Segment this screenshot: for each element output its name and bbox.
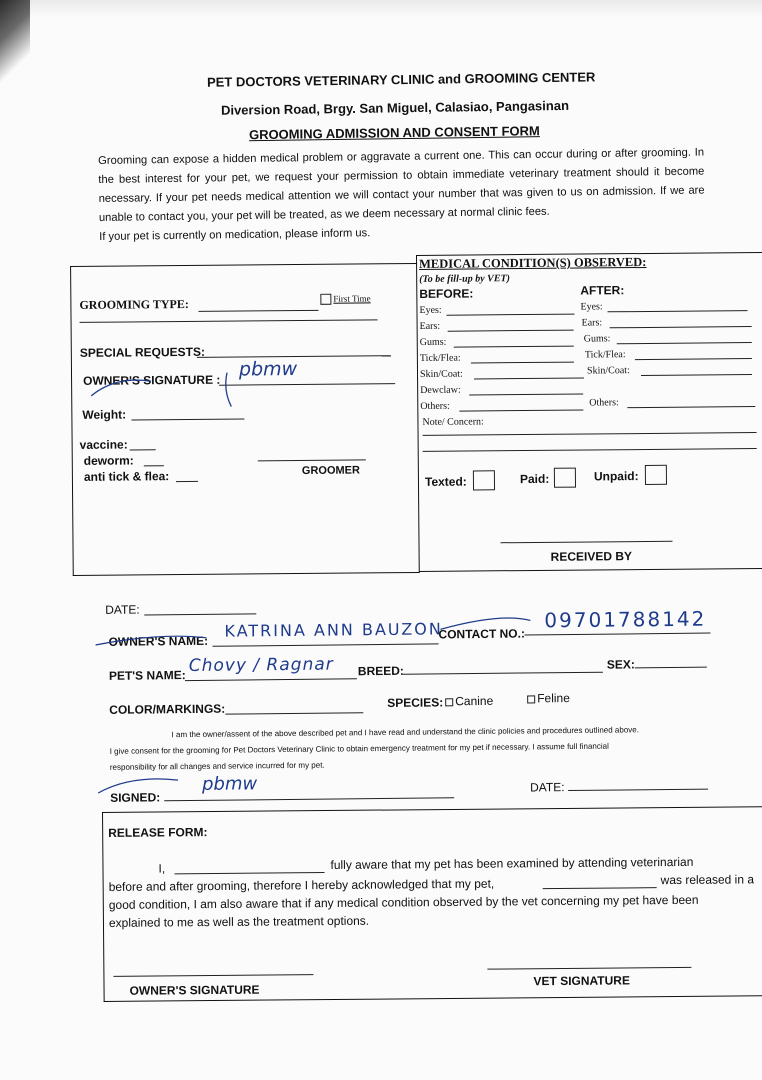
release-i-label: I, — [158, 861, 166, 876]
before-dewclaw-label: Dewclaw: — [420, 384, 461, 396]
before-label: BEFORE: — [419, 286, 474, 301]
scan-shadow-top — [0, 0, 762, 18]
clinic-address: Diversion Road, Brgy. San Miguel, Calasiao, Pangasinan — [220, 97, 570, 118]
owner-signature-value: pbmw — [238, 358, 298, 381]
anti-tick-field[interactable] — [176, 481, 198, 482]
release-owner-signature-label: OWNER'S SIGNATURE — [129, 982, 260, 998]
signed-label: SIGNED: — [110, 790, 161, 805]
date-label: DATE: — [105, 602, 140, 617]
feline-label: Feline — [537, 691, 570, 706]
medical-subtitle: (To be fill-up by VET) — [419, 273, 510, 285]
signed-scrawl — [92, 764, 212, 805]
consent-line-1: I am the owner/assent of the above described pet and I have read and understand the clinic policies and procedures outlined above. — [171, 725, 639, 740]
species-label: SPECIES: — [387, 695, 444, 710]
signed-value: pbmw — [201, 773, 258, 795]
release-text-5: explained to me as well as the treatment options. — [108, 913, 370, 930]
before-dewclaw-field[interactable] — [469, 394, 583, 396]
paid-checkbox[interactable] — [554, 468, 576, 488]
grooming-type-label: GROOMING TYPE: — [79, 296, 189, 312]
note-label: Note/ Concern: — [422, 416, 484, 428]
color-field[interactable] — [225, 712, 363, 714]
vaccine-label: vaccine: — [79, 437, 128, 452]
after-skin-field[interactable] — [641, 374, 752, 376]
breed-field[interactable] — [403, 672, 603, 675]
weight-label: Weight: — [82, 407, 127, 422]
first-time-option[interactable] — [320, 293, 370, 305]
release-form-section — [102, 806, 762, 1002]
owner-name-label: OWNER'S NAME: — [108, 633, 209, 649]
release-text-2: before and after grooming, therefore I hereby acknowledged that my pet, — [108, 876, 495, 894]
deworm-label: deworm: — [83, 453, 134, 468]
before-tick-label: Tick/Flea: — [419, 352, 461, 364]
feline-checkbox[interactable] — [527, 695, 535, 703]
after-tick-field[interactable] — [635, 358, 752, 360]
sex-field[interactable] — [635, 667, 707, 669]
after-tick-label: Tick/Flea: — [584, 349, 626, 361]
unpaid-checkbox[interactable] — [645, 465, 667, 485]
note-field-1[interactable] — [423, 432, 757, 436]
before-eyes-label: Eyes: — [419, 304, 442, 316]
special-requests-label: SPECIAL REQUESTS: — [79, 344, 206, 360]
grooming-section — [70, 252, 762, 578]
owner-signature-label: OWNER'S SIGNATURE : — [83, 372, 221, 388]
before-others-label: Others: — [420, 400, 450, 412]
color-label: COLOR/MARKINGS: — [109, 701, 226, 717]
pet-name-field[interactable] — [185, 678, 357, 681]
before-skin-label: Skin/Coat: — [419, 368, 463, 380]
after-skin-label: Skin/Coat: — [586, 365, 630, 377]
note-field-2[interactable] — [423, 448, 757, 452]
sex-label: SEX: — [606, 657, 635, 672]
release-title: RELEASE FORM: — [108, 825, 208, 840]
consent-date-field[interactable] — [568, 789, 708, 791]
form-title: GROOMING ADMISSION AND CONSENT FORM — [248, 123, 540, 143]
after-ears-label: Ears: — [581, 317, 603, 329]
owner-info-section — [0, 582, 762, 810]
anti-tick-label: anti tick & flea: — [83, 469, 170, 484]
texted-label: Texted: — [424, 474, 467, 489]
intro-paragraph: Grooming can expose a hidden medical problem or aggravate a current one. This can occur during or after grooming. In the best interest for your pet, we request your permission to obtain immediate veterinary treatment should it become necessary. If your pet needs medical attention we will contact your number that was given to us on admission. If we are unable to contact you, your pet will be treated, as we deem necessary at normal clinic fees. — [98, 146, 705, 224]
received-by-line[interactable] — [500, 541, 672, 544]
unpaid-label: Unpaid: — [593, 469, 639, 484]
release-text-4: good condition, I am also aware that if any medical condition observed by the vet concerning my pet have been — [108, 892, 699, 912]
after-others-field[interactable] — [627, 406, 755, 408]
before-ears-label: Ears: — [419, 320, 441, 332]
breed-label: BREED: — [357, 663, 404, 679]
release-vet-signature-label: VET SIGNATURE — [533, 973, 631, 989]
right-panel-bottom — [419, 568, 762, 572]
after-gums-field[interactable] — [617, 342, 752, 344]
release-text-1: fully aware that my pet has been examined by attending veterinarian — [330, 854, 694, 873]
after-gums-label: Gums: — [583, 333, 611, 345]
before-skin-field[interactable] — [474, 378, 584, 380]
date-field[interactable] — [144, 613, 256, 615]
groomer-label: GROOMER — [301, 464, 360, 477]
medication-note: If your pet is currently on medication, please inform us. — [99, 227, 371, 243]
before-tick-field[interactable] — [471, 362, 574, 364]
deworm-field[interactable] — [144, 465, 164, 466]
species-feline-option[interactable] — [527, 691, 570, 705]
after-eyes-label: Eyes: — [580, 301, 603, 313]
canine-checkbox[interactable] — [445, 698, 453, 706]
after-label: AFTER: — [580, 283, 625, 298]
consent-line-2: I give consent for the grooming for Pet Doctors Veterinary Clinic to obtain emergency treatment for my pet if necessary. I assume full financial — [109, 741, 609, 756]
species-canine-option[interactable] — [445, 694, 493, 709]
contact-value: 09701788142 — [544, 606, 707, 633]
canine-label: Canine — [455, 693, 494, 709]
consent-date-label: DATE: — [530, 780, 565, 795]
contact-label: CONTACT NO.: — [438, 626, 525, 642]
owner-name-value: KATRINA ANN BAUZON — [224, 619, 443, 641]
pet-name-label: PET'S NAME: — [108, 668, 186, 683]
before-others-field[interactable] — [459, 410, 583, 412]
after-others-label: Others: — [589, 397, 619, 409]
received-by-label: RECEIVED BY — [550, 549, 633, 564]
before-ears-field[interactable] — [448, 330, 574, 332]
intro-text — [98, 144, 705, 247]
texted-checkbox[interactable] — [473, 470, 495, 490]
owner-name-scrawl — [90, 614, 550, 659]
first-time-label: First Time — [333, 293, 371, 304]
first-time-checkbox[interactable] — [320, 294, 331, 305]
after-eyes-field[interactable] — [607, 310, 747, 312]
pet-name-value: Chovy / Ragnar — [188, 654, 334, 677]
consent-line-3: responsibility for all changes and service incurred for my pet. — [109, 760, 325, 772]
scan-shadow-corner — [0, 0, 30, 90]
medical-title: MEDICAL CONDITION(S) OBSERVED: — [419, 254, 647, 271]
after-ears-field[interactable] — [610, 326, 752, 328]
before-gums-field[interactable] — [454, 346, 574, 348]
before-gums-label: Gums: — [419, 336, 447, 348]
before-eyes-field[interactable] — [447, 314, 575, 316]
clinic-name: PET DOCTORS VETERINARY CLINIC and GROOMING CENTER — [206, 69, 596, 90]
release-text-3: was released in a — [660, 872, 755, 888]
contact-field[interactable] — [524, 633, 710, 636]
paid-label: Paid: — [519, 471, 550, 487]
